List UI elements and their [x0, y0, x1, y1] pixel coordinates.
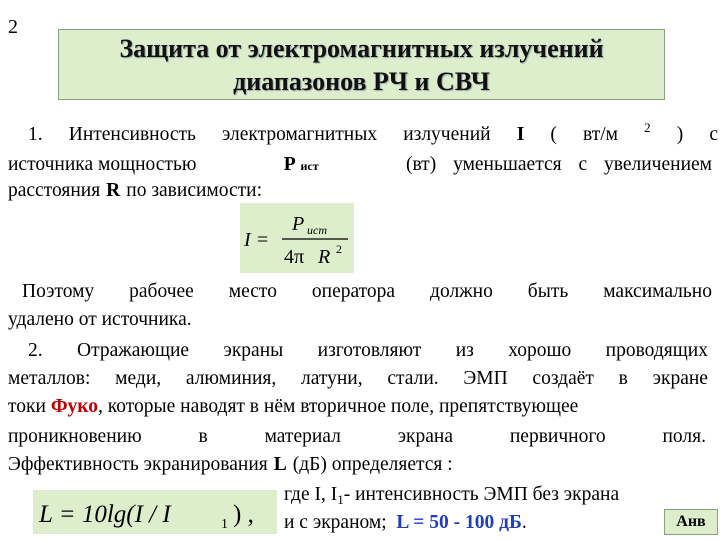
text-line-7 [8, 366, 708, 392]
word: первичного [509, 426, 606, 447]
text-line-12 [284, 510, 664, 536]
text: (вт) уменьшается с увеличением [405, 154, 712, 175]
word: поля. [662, 426, 706, 447]
text: , которые наводят в нём вторичное поле, препятствующее [98, 396, 579, 417]
text: и с экраном; [284, 512, 387, 533]
subscript: 1 [337, 492, 344, 507]
text: расстояния [8, 180, 101, 201]
word: алюминия, [185, 368, 277, 389]
shielding-formula [33, 490, 277, 534]
text: Эффективность экранирования [8, 454, 268, 475]
text-line-8 [8, 394, 712, 420]
formula-den: 4π [284, 246, 305, 268]
text-line-1 [28, 122, 718, 148]
text-line-11 [284, 482, 714, 508]
text: где I, I [284, 484, 338, 505]
text: источника мощностью [8, 154, 197, 175]
word: место [228, 281, 277, 302]
text-line-2 [8, 152, 712, 178]
intensity-formula [240, 203, 354, 273]
word: ) [676, 124, 684, 145]
word: вт/м [583, 124, 619, 145]
word: проводящих [605, 340, 708, 361]
power-subscript: ист [300, 159, 319, 173]
text: . [521, 512, 527, 533]
shielding-range: L = 50 - 100 дБ [396, 512, 522, 533]
word: материал [264, 426, 341, 447]
distance-symbol: R [106, 180, 121, 201]
word: 1. [28, 124, 43, 145]
author-badge: Анв [664, 509, 718, 535]
word: максимально [603, 281, 712, 302]
word: быть [527, 281, 569, 302]
word: рабочее [129, 281, 194, 302]
power-letter: P [283, 154, 296, 175]
text: по зависимости: [126, 180, 263, 201]
slide-title [58, 29, 665, 100]
slide-number: 2 [8, 16, 18, 38]
word: латуни, [300, 368, 363, 389]
word: Поэтому [22, 281, 95, 302]
word: излучений [403, 124, 491, 145]
word: меди, [115, 368, 162, 389]
word: проникновению [8, 426, 142, 447]
word: электромагнитных [222, 124, 378, 145]
word: создаёт [532, 368, 594, 389]
word: хорошо [508, 340, 572, 361]
word: металлов: [8, 368, 91, 389]
word: экрана [397, 426, 454, 447]
word: экраны [223, 340, 284, 361]
word: ( [550, 124, 557, 145]
word: оператора [311, 281, 396, 302]
word: в [618, 368, 628, 389]
text-line-10 [8, 452, 712, 478]
word: в [198, 426, 208, 447]
formula-den-r: R [318, 246, 331, 268]
word: должно [430, 281, 493, 302]
text-line-3 [8, 178, 712, 204]
title-line-2: диапазонов РЧ и СВЧ [233, 67, 490, 96]
text-line-6 [28, 338, 708, 364]
text: токи [8, 396, 46, 417]
word: ЭМП [463, 368, 508, 389]
intensity-symbol: I [516, 124, 525, 145]
formula2-main: L = 10lg(I / I [39, 501, 171, 528]
superscript: 2 [644, 120, 651, 135]
text: - интенсивность ЭМП без экрана [343, 484, 620, 505]
word: стали. [387, 368, 439, 389]
word: изготовляют [317, 340, 422, 361]
text-line-5 [8, 307, 712, 333]
word: Интенсивность [68, 124, 196, 145]
word: Отражающие [77, 340, 190, 361]
text-line-9 [8, 424, 706, 450]
formula2-sub: 1 [221, 517, 228, 532]
word: экране [652, 368, 708, 389]
title-line-1: Защита от электромагнитных излучений [119, 34, 604, 63]
word: из [455, 340, 474, 361]
formula2-close: ) , [233, 501, 254, 528]
word: 2. [28, 340, 43, 361]
fuko-term: Фуко [50, 396, 99, 417]
word: с [709, 124, 718, 145]
power-symbol [284, 152, 319, 178]
formula-den-sup: 2 [336, 242, 342, 256]
text: удалено от источника. [8, 309, 192, 330]
formula-num-sub: ист [307, 223, 327, 237]
shielding-symbol: L [273, 454, 287, 475]
text: (дБ) определяется : [292, 454, 453, 475]
text-line-4 [22, 279, 712, 305]
formula-lhs: I = [244, 229, 270, 251]
formula-num: P [292, 213, 305, 235]
